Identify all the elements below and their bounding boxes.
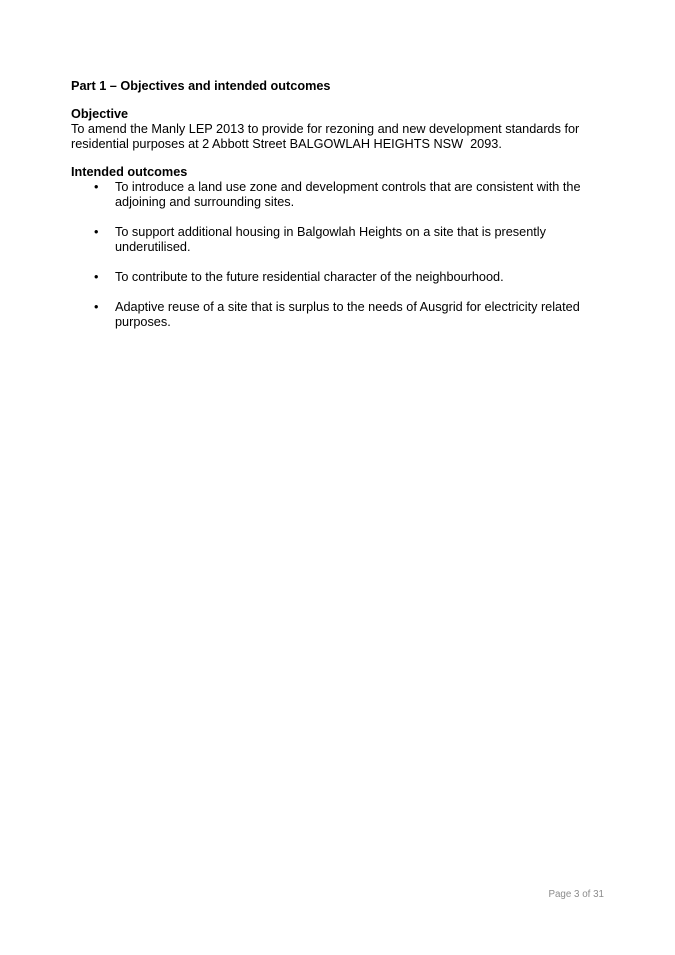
list-item — [71, 180, 604, 210]
objective-body: To amend the Manly LEP 2013 to provide for rezoning and new development standards for residential purposes at 2 Abbott Street BALGOWLAH HEIGHTS NSW 2093. — [71, 122, 583, 151]
bullet-icon: • — [94, 225, 99, 239]
intended-outcomes-list — [71, 180, 604, 330]
bullet-text: To introduce a land use zone and development controls that are consistent with the adjoining and surrounding sites. — [115, 180, 581, 209]
list-item — [71, 300, 604, 330]
intended-outcomes-heading: Intended outcomes — [71, 165, 188, 179]
objective-heading: Objective — [71, 107, 129, 121]
bullet-icon: • — [94, 270, 99, 284]
bullet-icon: • — [94, 300, 99, 314]
list-item — [71, 270, 604, 285]
bullet-icon: • — [94, 180, 99, 194]
bullet-text: Adaptive reuse of a site that is surplus to the needs of Ausgrid for electricity related purposes. — [115, 300, 580, 329]
page-number: Page 3 of 31 — [548, 889, 604, 900]
bullet-text: To support additional housing in Balgowlah Heights on a site that is presently underutilised. — [115, 225, 546, 254]
part-heading: Part 1 – Objectives and intended outcomes — [71, 79, 331, 93]
bullet-text: To contribute to the future residential character of the neighbourhood. — [115, 270, 504, 284]
document-content — [71, 79, 604, 330]
list-item — [71, 225, 604, 255]
